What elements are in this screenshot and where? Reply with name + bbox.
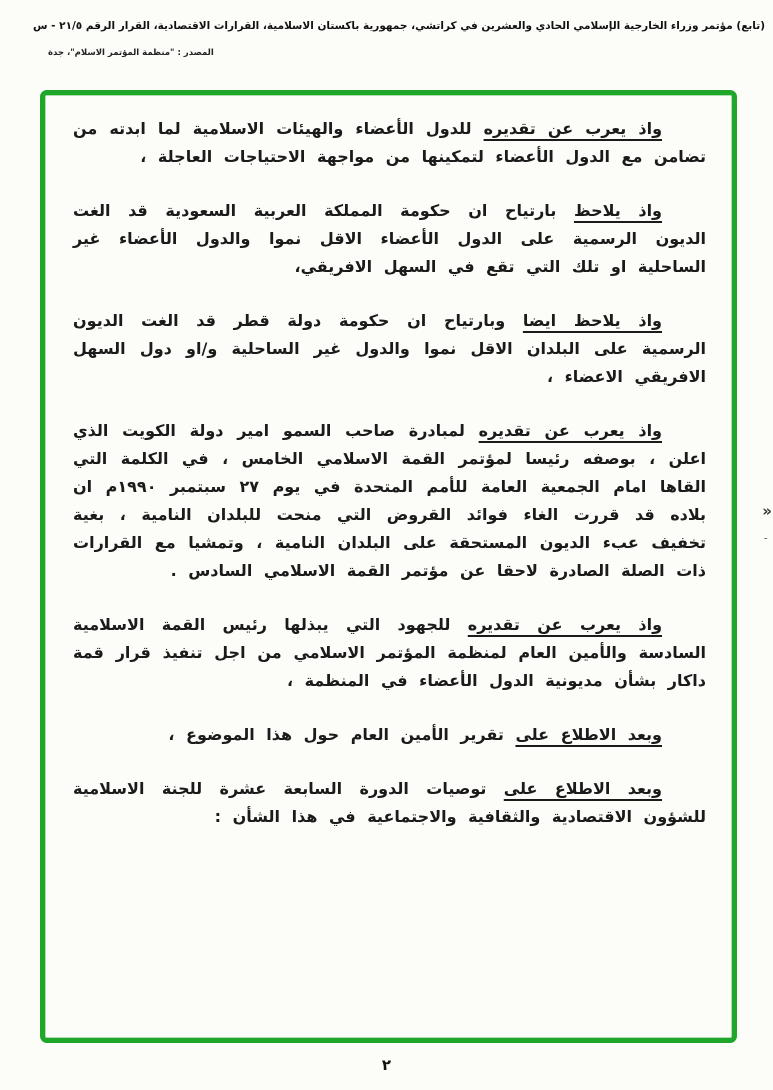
paragraph-lead: وبعد الاطلاع على xyxy=(503,779,663,798)
scan-artifact-small-icon: ـ xyxy=(764,532,767,542)
paragraph-text: للدول الأعضاء والهيئات الاسلامية لما ابدته من تضامن مع الدول الأعضاء لتمكينها من مواجهة الاحتياجات العاجلة ، xyxy=(73,119,706,166)
paragraph-text: لمبادرة صاحب السمو امير دولة الكويت الذي اعلن ، بوصفه رئيسا لمؤتمر القمة الاسلامي الخامس ، في الكلمة التي القاها امام الجمعية العامة للأمم المتحدة في يوم ٢٧ سبتمبر ١٩٩٠م ان بلاده قد قررت الغاء فوائد القروض التي منحت للبلدان النامية ، بغية تخفيف عبء الديون المستحقة على البلدان النامية ، وتمشيا مع القرارات ذات الصلة الصادرة لاحقا عن مؤتمر القمة الاسلامي السادس . xyxy=(73,421,707,580)
paragraph-text: بارتياح ان حكومة المملكة العربية السعودية قد الغت الديون الرسمية على الدول الأعضاء الاقل نموا والدول الأعضاء غير الساحلية او تلك التي تقع في السهل الافريقي، xyxy=(73,201,706,276)
page-number: ٢ xyxy=(381,1056,392,1074)
paragraph-lead: واذ يعرب عن تقديره xyxy=(478,421,662,440)
scan-artifact-icon: « xyxy=(762,502,772,520)
paragraph xyxy=(73,775,706,831)
paragraph-text: للجهود التي يبذلها رئيس القمة الاسلامية السادسة والأمين العام لمنظمة المؤتمر الاسلامي من اجل تنفيذ قرار قمة داكار بشأن مديونية الدول الأعضاء في المنظمة ، xyxy=(73,615,706,690)
paragraph-text: تقرير الأمين العام حول هذا الموضوع ، xyxy=(168,725,516,744)
paragraph xyxy=(73,115,706,171)
paragraph-lead: واذ يلاحظ ايضا xyxy=(522,311,662,330)
paragraph-lead: وبعد الاطلاع على xyxy=(515,725,662,744)
paragraph-lead: واذ يعرب عن تقديره xyxy=(483,119,663,138)
paragraph-lead: واذ يلاحظ xyxy=(573,201,663,220)
paragraph xyxy=(73,197,706,281)
paragraph-text: توصيات الدورة السابعة عشرة للجنة الاسلامية للشؤون الاقتصادية والثقافية والاجتماعية في هذا الشأن : xyxy=(73,779,706,826)
document-source-line: المصدر : "منظمة المؤتمر الاسلام"، جدة xyxy=(48,48,214,58)
paragraph xyxy=(73,611,706,695)
paragraph xyxy=(73,417,706,585)
document-header-citation: (تابع) مؤتمر وزراء الخارجية الإسلامي الحادي والعشرين في كراتشي، جمهورية باكستان الاسلامية، القرارات الاقتصادية، القرار الرقم ٢١/٥ - س xyxy=(32,20,765,32)
paragraph xyxy=(73,721,706,749)
paragraph xyxy=(73,307,706,391)
paragraph-lead: واذ يعرب عن تقديره xyxy=(467,615,663,634)
paragraph-text: وبارتياح ان حكومة دولة قطر قد الغت الديون الرسمية على البلدان الاقل نموا والدول غير الساحلية و/او دول السهل الافريقي الاعضاء ، xyxy=(73,311,706,386)
green-document-frame xyxy=(40,90,737,1043)
